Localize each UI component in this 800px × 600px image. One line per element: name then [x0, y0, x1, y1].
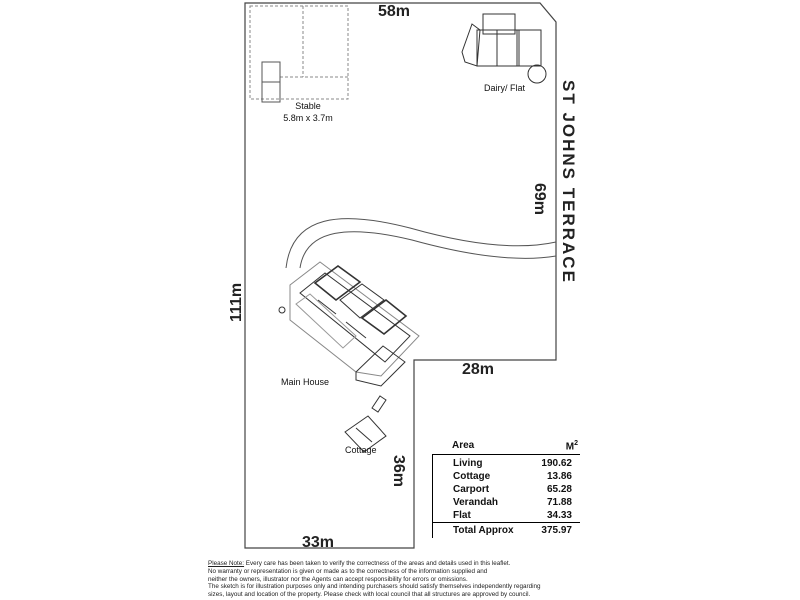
driveway: [286, 219, 556, 268]
area-total-row: Total Approx 375.97: [433, 522, 580, 538]
area-table-header: [432, 438, 580, 455]
area-table-rows: [432, 455, 580, 538]
note-line-5: sizes, layout and location of the property. Please check with local council that all structures are approved by council.: [208, 591, 531, 599]
area-header-unit: $M^2$: [565, 440, 578, 453]
dimension-top: 58m: [378, 3, 411, 20]
dimension-inner-vertical: 36m: [390, 455, 407, 488]
stable-building: [262, 62, 280, 102]
cottage-label: Cottage: [345, 445, 377, 455]
area-row: Verandah 71.88: [453, 497, 572, 509]
area-header-label: Area: [452, 440, 475, 451]
area-header-unit-sup: 2: [574, 440, 578, 447]
dimension-left: 111m: [228, 282, 245, 322]
dairy-flat-label: Dairy/ Flat: [484, 83, 526, 93]
area-table: [432, 438, 580, 538]
area-row: Flat 34.33: [453, 510, 572, 522]
dairy-flat-plan: [462, 14, 546, 83]
stable-paddocks: [250, 6, 348, 99]
stable-label: [278, 100, 338, 124]
stable-size: 5.8m x 3.7m: [283, 113, 333, 123]
disclaimer-note: [208, 560, 588, 599]
street-name: ST JOHNS TERRACE: [559, 80, 578, 284]
area-row: Carport 65.28: [453, 484, 572, 496]
note-line-3: neither the owners, illustrator nor the Agents can accept responsibility for errors or omissions.: [208, 575, 468, 583]
main-house-label: Main House: [281, 377, 330, 387]
stable-name: Stable: [295, 101, 321, 111]
note-line-1: Please Note: Every care has been taken to verify the correctness of the areas and details used in this leaflet.: [208, 560, 511, 567]
main-house-plan: [279, 262, 419, 386]
area-row: Cottage 13.86: [453, 471, 572, 483]
note-line-2: No warranty or representation is given or made as to the correctness of the information supplied and: [208, 567, 488, 575]
note-line-4: The sketch is for illustration purposes only and intending purchasers should satisfy themselves independently regarding: [208, 583, 541, 591]
dimension-right: 69m: [531, 183, 548, 216]
dimension-inner-horizontal: 28m: [462, 361, 495, 378]
dimension-bottom: 33m: [302, 534, 335, 551]
area-row: Living 190.62: [453, 458, 572, 470]
